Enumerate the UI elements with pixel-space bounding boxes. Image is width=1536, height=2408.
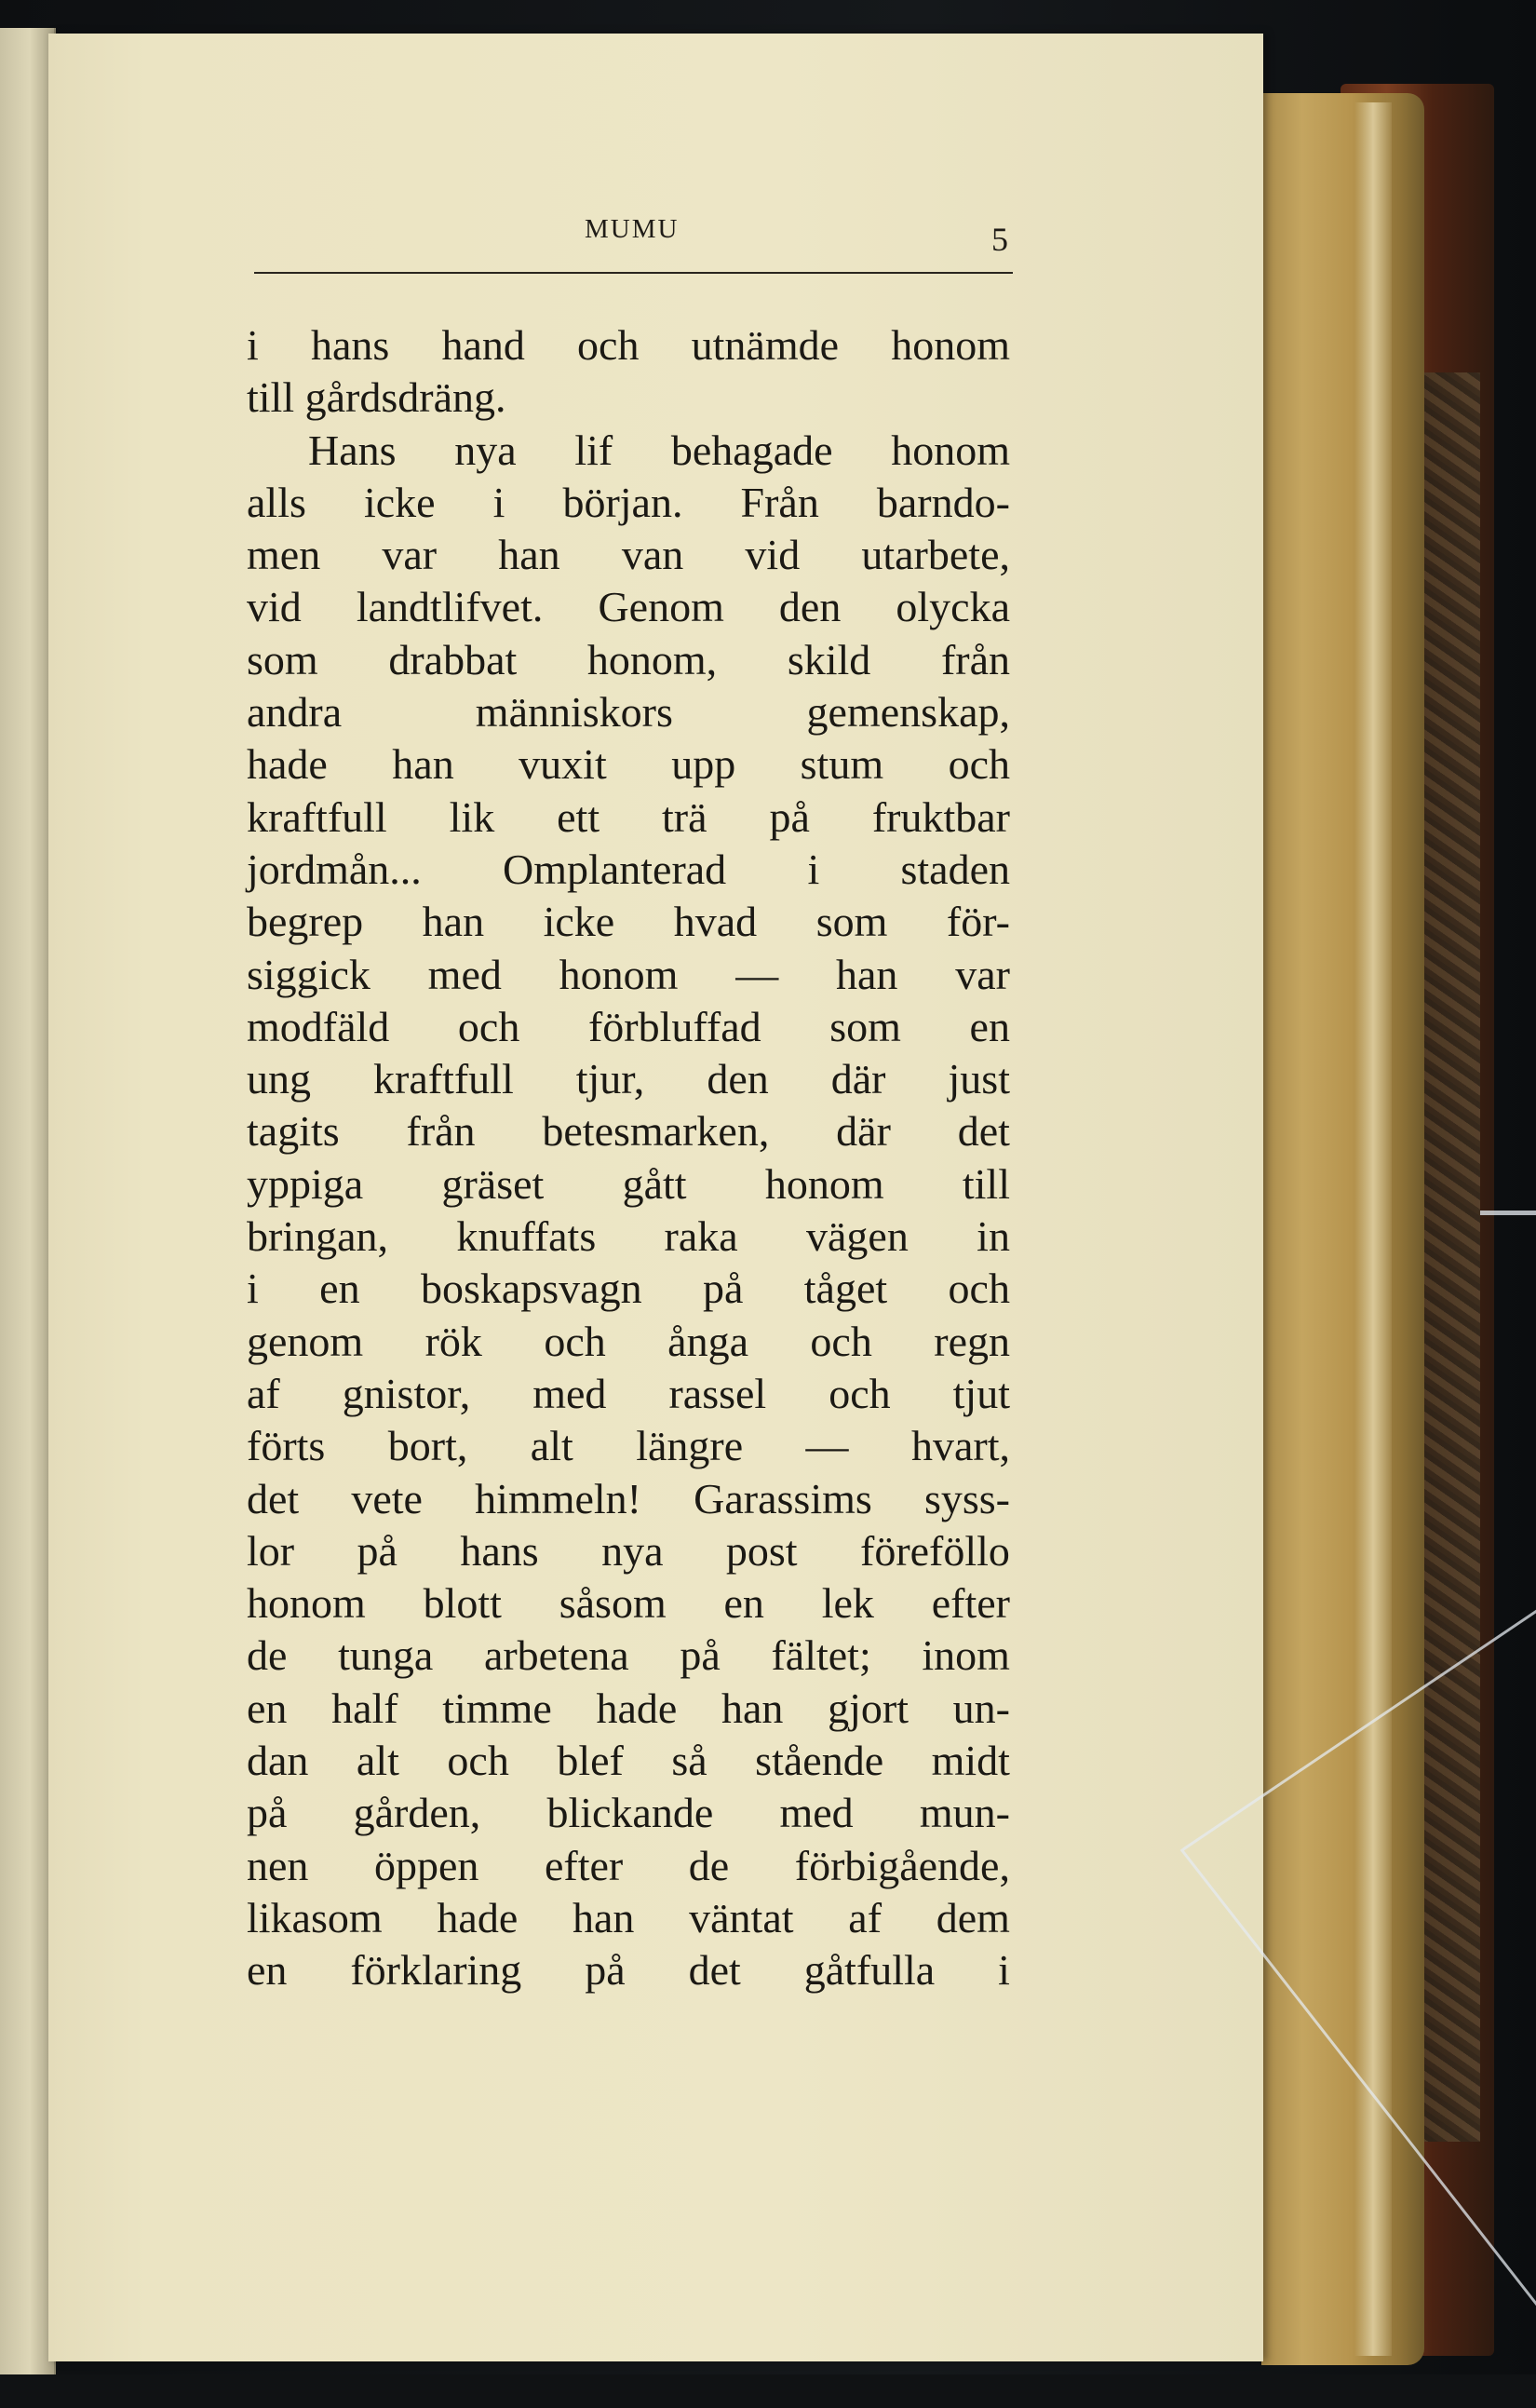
text-line: nen öppen efter de förbigående, xyxy=(247,1841,1010,1889)
text-line: hade han vuxit upp stum och xyxy=(247,740,1010,789)
text-line: som drabbat honom, skild från xyxy=(247,635,1010,683)
text-line: till gårdsdräng. xyxy=(247,373,506,422)
text-line: yppiga gräset gått honom till xyxy=(247,1159,1010,1208)
text-line: dan alt och blef så stående midt xyxy=(247,1737,1010,1785)
text-line: de tunga arbetena på fältet; inom xyxy=(247,1631,1010,1680)
facing-page-edge xyxy=(0,28,56,2374)
text-line: men var han van vid utarbete, xyxy=(247,531,1010,579)
text-line: förts bort, alt längre — hvart, xyxy=(247,1422,1010,1470)
text-line: lor på hans nya post föreföllo xyxy=(247,1526,1010,1575)
page-edges-highlight xyxy=(1354,102,1392,2356)
text-line: jordmån... Omplanterad i staden xyxy=(247,845,1010,893)
text-line: andra människors gemenskap, xyxy=(247,688,1010,737)
text-line: modfäld och förbluffad som en xyxy=(247,1002,1010,1050)
text-line: i en boskapsvagn på tåget och xyxy=(247,1265,1010,1313)
text-line: Hans nya lif behagade honom xyxy=(308,426,1010,474)
text-line: bringan, knuffats raka vägen in xyxy=(247,1212,1010,1261)
text-line: af gnistor, med rassel och tjut xyxy=(247,1369,1010,1417)
text-line: vid landtlifvet. Genom den olycka xyxy=(247,583,1010,631)
glass-plate-edge xyxy=(1480,1211,1536,1215)
text-line: honom blott såsom en lek efter xyxy=(247,1579,1010,1628)
text-line: kraftfull lik ett trä på fruktbar xyxy=(247,792,1010,841)
text-line: på gården, blickande med mun- xyxy=(247,1789,1010,1837)
text-line: det vete himmeln! Garassims syss- xyxy=(247,1474,1010,1522)
text-line: ung kraftfull tjur, den där just xyxy=(247,1055,1010,1103)
text-line: alls icke i början. Från barndo- xyxy=(247,478,1010,526)
body-text xyxy=(247,319,1010,1997)
page-edges xyxy=(1261,93,1424,2365)
text-line: tagits från betesmarken, där det xyxy=(247,1107,1010,1156)
header-rule xyxy=(254,272,1013,274)
text-line: en half timme hade han gjort un- xyxy=(247,1684,1010,1732)
text-line: begrep han icke hvad som för- xyxy=(247,898,1010,946)
running-head: MUMU xyxy=(585,214,680,244)
text-line: siggick med honom — han var xyxy=(247,950,1010,998)
text-line: likasom hade han väntat af dem xyxy=(247,1893,1010,1941)
page-number: 5 xyxy=(991,221,1008,258)
text-line: i hans hand och utnämde honom xyxy=(247,321,1010,369)
text-line: genom rök och ånga och regn xyxy=(247,1317,1010,1365)
text-line: en förklaring på det gåtfulla i xyxy=(247,1946,1010,1995)
